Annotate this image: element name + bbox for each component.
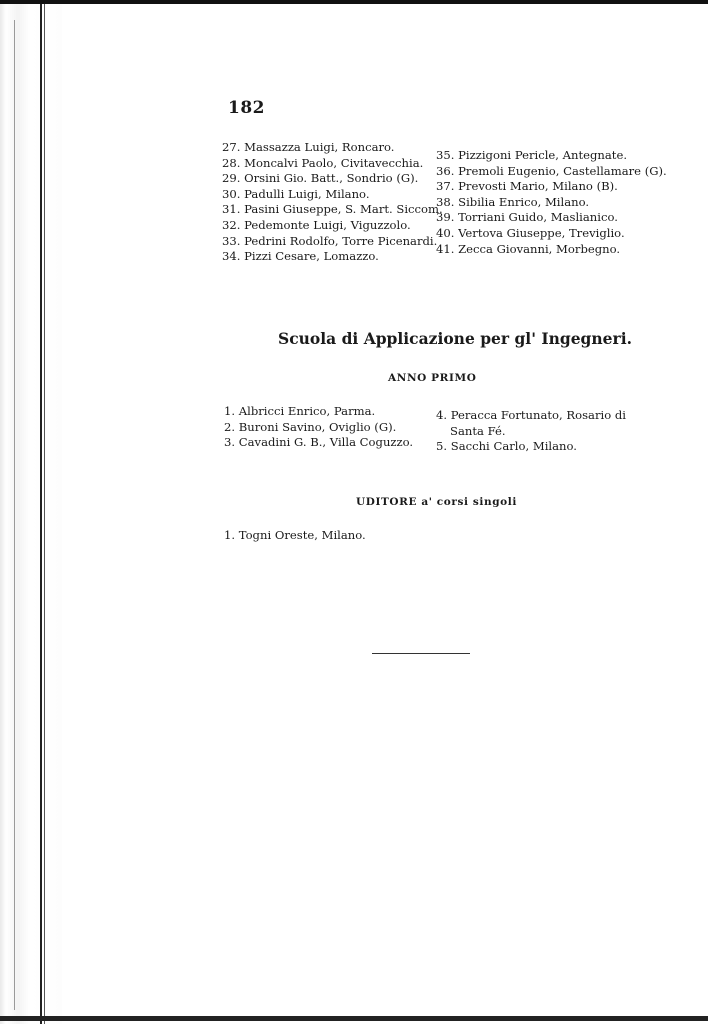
list-item: 3. Cavadini G. B., Villa Coguzzo.: [224, 435, 414, 450]
anno-primo-left-column: [224, 404, 413, 451]
list-item: 32. Pedemonte Luigi, Viguzzolo.: [222, 217, 411, 232]
list-item: 5. Sacchi Carlo, Milano.: [436, 439, 577, 454]
list-item: 2. Buroni Savino, Oviglio (G).: [224, 419, 397, 434]
list-item: 37. Prevosti Mario, Milano (B).: [436, 179, 618, 194]
binding-line-inner: [44, 0, 45, 1024]
list-item: 28. Moncalvi Paolo, Civitavecchia.: [222, 155, 424, 170]
list-item: 35. Pizzigoni Pericle, Antegnate.: [436, 148, 628, 162]
list-item: 29. Orsini Gio. Batt., Sondrio (G).: [222, 171, 419, 186]
list-item-continuation: Santa Fé.: [450, 423, 506, 438]
end-divider-rule: [372, 653, 470, 654]
list-item: 38. Sibilia Enrico, Milano.: [436, 194, 590, 209]
student-list-left-column: [222, 140, 443, 265]
list-item: 40. Vertova Giuseppe, Treviglio.: [436, 225, 625, 240]
list-item: 34. Pizzi Cesare, Lomazzo.: [222, 249, 379, 264]
binding-line-outer: [14, 20, 15, 1010]
page-number: 182: [228, 98, 265, 118]
section-title: Scuola di Applicazione per gl' Ingegneri.: [278, 329, 632, 348]
bottom-edge-rule: [0, 1016, 708, 1021]
binding-line: [40, 0, 42, 1024]
list-item: 31. Pasini Giuseppe, S. Mart. Siccom.: [222, 202, 443, 217]
list-item: 1. Albricci Enrico, Parma.: [224, 404, 376, 418]
list-item: 41. Zecca Giovanni, Morbegno.: [436, 241, 621, 256]
page-binding-edge: [0, 0, 62, 1024]
uditore-list: [224, 528, 366, 544]
top-edge-rule: [0, 0, 708, 4]
list-item: 27. Massazza Luigi, Roncaro.: [222, 140, 395, 154]
student-list-right-column: [436, 148, 667, 257]
anno-primo-heading: ANNO PRIMO: [388, 372, 477, 384]
list-item: 1. Togni Oreste, Milano.: [224, 528, 366, 542]
list-item: 33. Pedrini Rodolfo, Torre Picenardi.: [222, 233, 438, 248]
list-item: 4. Peracca Fortunato, Rosario di: [436, 408, 626, 422]
list-item: 30. Padulli Luigi, Milano.: [222, 186, 370, 201]
list-item: 36. Premoli Eugenio, Castellamare (G).: [436, 163, 667, 178]
list-item: 39. Torriani Guido, Maslianico.: [436, 210, 618, 225]
anno-primo-right-column: [436, 408, 626, 455]
uditore-heading: UDITORE a' corsi singoli: [356, 496, 517, 508]
